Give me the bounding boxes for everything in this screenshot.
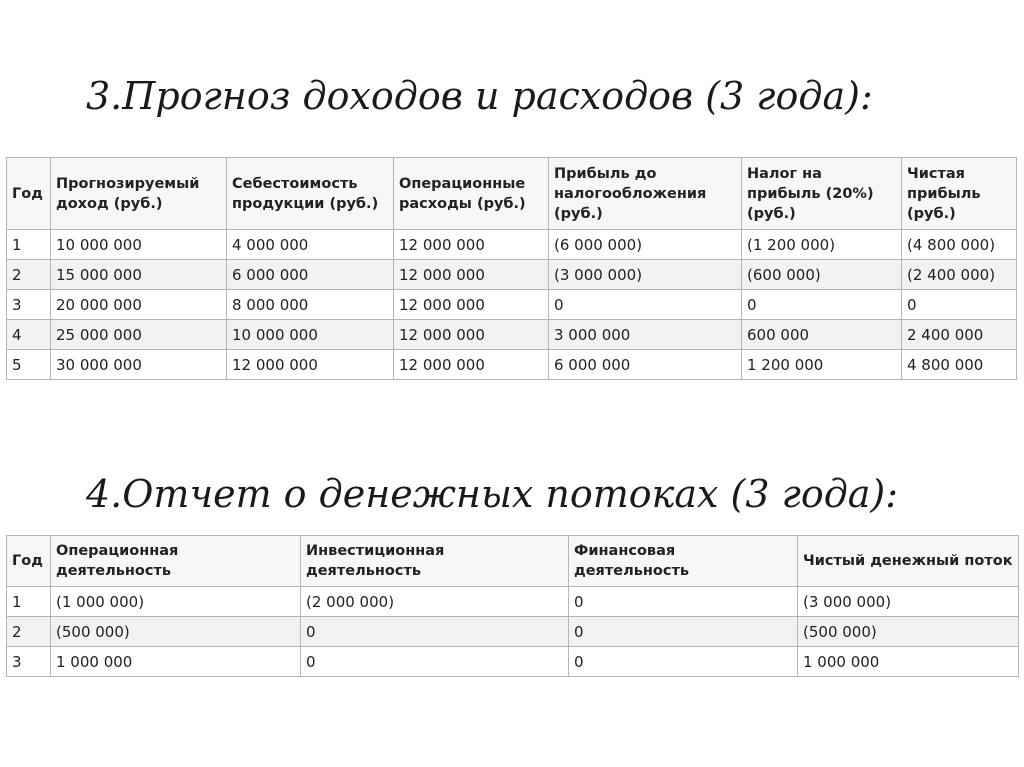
table-cell: 4 000 000 — [227, 230, 394, 260]
column-header: Год — [7, 158, 51, 230]
table-cell: 5 — [7, 350, 51, 380]
table-header-row — [7, 536, 1019, 587]
table-cell: 3 — [7, 290, 51, 320]
table-cell: (500 000) — [51, 617, 301, 647]
table-row — [7, 260, 1017, 290]
table-cell: 0 — [569, 587, 798, 617]
table-cell: 0 — [569, 617, 798, 647]
table-cell: 4 — [7, 320, 51, 350]
table-cell: 6 000 000 — [227, 260, 394, 290]
table-row — [7, 647, 1019, 677]
column-header: Финансовая деятельность — [569, 536, 798, 587]
column-header: Себестоимость продукции (руб.) — [227, 158, 394, 230]
table-cell: 600 000 — [742, 320, 902, 350]
column-header: Прибыль до налогообложения (руб.) — [549, 158, 742, 230]
table-cell: 0 — [742, 290, 902, 320]
table-cell: 2 400 000 — [902, 320, 1017, 350]
table-cell: 12 000 000 — [227, 350, 394, 380]
table-cell: 20 000 000 — [51, 290, 227, 320]
table-cell: (4 800 000) — [902, 230, 1017, 260]
column-header: Чистая прибыль (руб.) — [902, 158, 1017, 230]
table-cell: 30 000 000 — [51, 350, 227, 380]
table-cell: 3 000 000 — [549, 320, 742, 350]
income-forecast-title: 3.Прогноз доходов и расходов (3 года): — [86, 74, 873, 118]
table-cell: 6 000 000 — [549, 350, 742, 380]
table-cell: 0 — [902, 290, 1017, 320]
table-cell: 25 000 000 — [51, 320, 227, 350]
table-cell: 0 — [569, 647, 798, 677]
column-header: Прогнозируемый доход (руб.) — [51, 158, 227, 230]
table-row — [7, 290, 1017, 320]
table-cell: 1 — [7, 230, 51, 260]
table-cell: 0 — [549, 290, 742, 320]
table-cell: (1 000 000) — [51, 587, 301, 617]
table-row — [7, 230, 1017, 260]
column-header: Инвестиционная деятельность — [301, 536, 569, 587]
table-cell: 1 200 000 — [742, 350, 902, 380]
column-header: Операционные расходы (руб.) — [394, 158, 549, 230]
column-header: Налог на прибыль (20%) (руб.) — [742, 158, 902, 230]
table-cell: 1 — [7, 587, 51, 617]
table-cell: 0 — [301, 617, 569, 647]
cash-flow-title: 4.Отчет о денежных потоках (3 года): — [86, 472, 899, 516]
table-cell: 15 000 000 — [51, 260, 227, 290]
table-cell: 2 — [7, 260, 51, 290]
table-cell: 12 000 000 — [394, 260, 549, 290]
table-row — [7, 587, 1019, 617]
table-cell: (600 000) — [742, 260, 902, 290]
table-cell: (3 000 000) — [798, 587, 1019, 617]
table-cell: 8 000 000 — [227, 290, 394, 320]
table-cell: (2 400 000) — [902, 260, 1017, 290]
table-cell: 12 000 000 — [394, 350, 549, 380]
table-cell: 12 000 000 — [394, 290, 549, 320]
table-cell: 0 — [301, 647, 569, 677]
table-cell: 4 800 000 — [902, 350, 1017, 380]
table-cell: 3 — [7, 647, 51, 677]
table-row — [7, 350, 1017, 380]
table-cell: 1 000 000 — [798, 647, 1019, 677]
column-header: Операционная деятельность — [51, 536, 301, 587]
table-cell: 2 — [7, 617, 51, 647]
table-cell: (1 200 000) — [742, 230, 902, 260]
table-cell: (500 000) — [798, 617, 1019, 647]
table-cell: 12 000 000 — [394, 320, 549, 350]
income-forecast-table — [6, 157, 1017, 380]
table-cell: (3 000 000) — [549, 260, 742, 290]
table-cell: 10 000 000 — [51, 230, 227, 260]
table-cell: 12 000 000 — [394, 230, 549, 260]
table-row — [7, 617, 1019, 647]
table-header-row — [7, 158, 1017, 230]
column-header: Год — [7, 536, 51, 587]
table-cell: (6 000 000) — [549, 230, 742, 260]
table-cell: (2 000 000) — [301, 587, 569, 617]
table-cell: 1 000 000 — [51, 647, 301, 677]
cash-flow-table — [6, 535, 1019, 677]
column-header: Чистый денежный поток — [798, 536, 1019, 587]
table-cell: 10 000 000 — [227, 320, 394, 350]
table-row — [7, 320, 1017, 350]
